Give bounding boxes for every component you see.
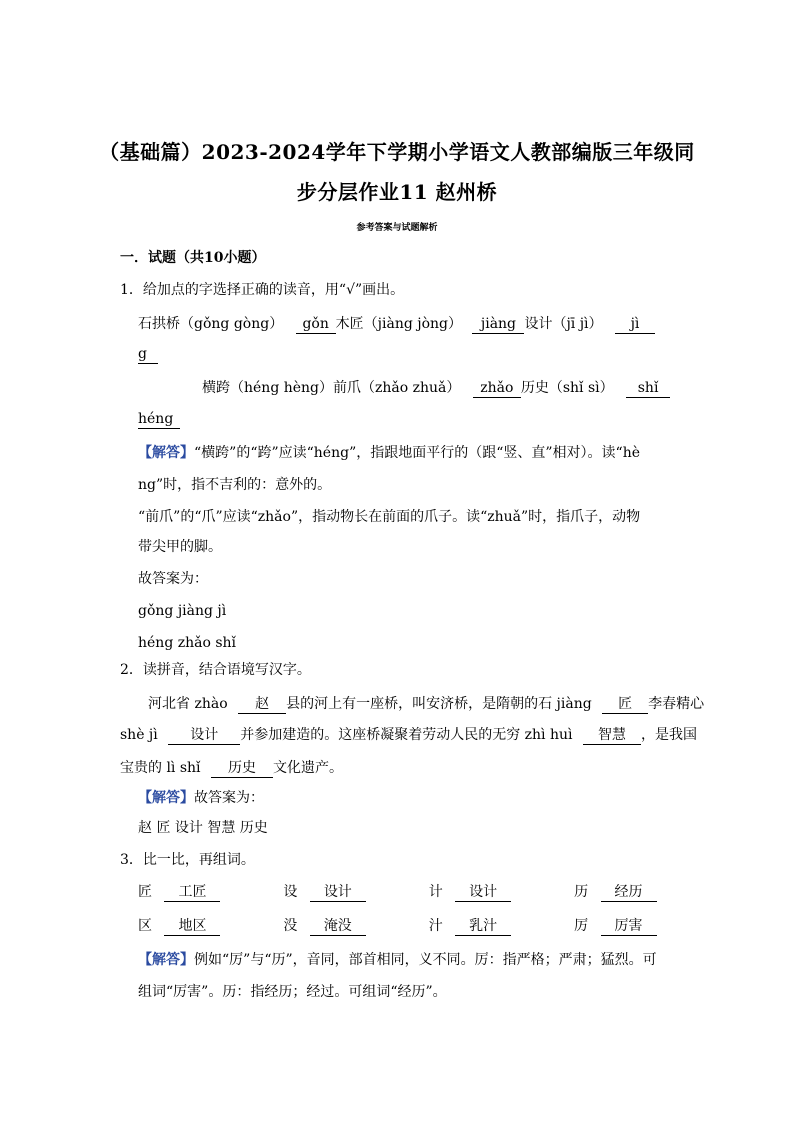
q1-analysis-line-4: 带尖甲的脚。 (138, 539, 222, 555)
q3-answer: 设计 (310, 884, 366, 902)
q2-analysis-line (138, 788, 264, 808)
document-title-line-1: （基础篇）2023-2024学年下学期小学语文人教部编版三年级同 (99, 140, 695, 164)
q2-answer-5: 历史 (211, 760, 273, 778)
q1-word-2: 木匠（jiàng jòng） (335, 316, 462, 332)
q2-paragraph-line-2 (120, 725, 697, 745)
document-subtitle: 参考答案与试题解析 (356, 223, 438, 233)
q1-analysis-line-3: “前爪”的“爪”应读“zhǎo”，指动物长在前面的爪子。读“zhuǎ”时，指爪子，动物 (138, 509, 641, 525)
q3-answer: 经历 (601, 884, 657, 902)
q3-char: 匠 (138, 884, 152, 900)
q2-answer-3: 设计 (168, 727, 240, 745)
q3-char: 汁 (428, 918, 443, 934)
q3-analysis-line-1 (138, 950, 657, 970)
q3-answer: 工匠 (164, 884, 220, 902)
q1-analysis-line-2: ng”时，指不吉利的：意外的。 (138, 477, 332, 493)
q3-row-1 (138, 882, 657, 902)
q2-answer-line: 赵 匠 设计 智慧 历史 (138, 820, 268, 836)
q2-answer-2: 匠 (602, 696, 648, 714)
q2-text-7: 宝贵的 lì shǐ (120, 760, 201, 776)
q3-answer: 地区 (164, 918, 220, 936)
q1-answer-line-1: gǒng jiàng jì (138, 603, 227, 619)
q3-answer: 设计 (455, 884, 511, 902)
q2-text-6: ，是我国 (640, 727, 697, 743)
q1-stem: 1．给加点的字选择正确的读音，用“√”画出。 (120, 282, 405, 298)
q1-answer-2: jiàng (472, 316, 524, 334)
q2-text-8: 文化遗产。 (273, 760, 343, 776)
q2-text-4: shè jì (120, 727, 158, 743)
q3-analysis-tag: 【解答】 (138, 952, 194, 968)
q3-char: 计 (428, 884, 443, 900)
q1-row-1-cont-wrap (138, 344, 158, 364)
q1-analysis-tag: 【解答】 (138, 445, 194, 461)
q3-char: 没 (283, 918, 298, 934)
q2-analysis-text: 故答案为： (194, 790, 264, 806)
q3-answer: 厉害 (601, 918, 657, 936)
q1-row-1-continuation: g (138, 346, 158, 364)
q2-answer-1: 赵 (238, 696, 286, 714)
q1-answer-4: zhǎo (473, 380, 521, 398)
q1-word-4: 横跨（héng hèng）前爪（zhǎo zhuǎ） (202, 380, 461, 396)
q2-text-1: 河北省 zhào (148, 696, 228, 712)
q2-text-5: 并参加建造的。这座桥凝聚着劳动人民的无穷 zhì huì (240, 727, 573, 743)
q2-stem: 2．读拼音，结合语境写汉字。 (120, 662, 311, 678)
q1-analysis-line-1 (138, 443, 640, 463)
q3-analysis-line-2: 组词“厉害”。历：指经历；经过。可组词“经历”。 (138, 984, 447, 1000)
q3-answer: 淹没 (310, 918, 366, 936)
q2-paragraph-line-3 (120, 758, 343, 778)
q3-analysis-text-1: 例如“厉”与“历”，音同，部首相同，义不同。厉：指严格；严肃；猛烈。可 (194, 952, 657, 968)
q1-analysis-text-1: “横跨”的“跨”应读“héng”，指跟地面平行的（跟“竖、直”相对）。读“hè (194, 445, 640, 461)
q3-answer: 乳汁 (455, 918, 511, 936)
q1-answer-label: 故答案为： (138, 571, 208, 587)
q2-text-2: 县的河上有一座桥，叫安济桥，是隋朝的石 jiàng (286, 696, 592, 712)
q1-row-2-cont-wrap (138, 409, 180, 429)
section-heading: 一．试题（共10小题） (120, 250, 266, 266)
q1-answer-line-2: héng zhǎo shǐ (138, 635, 237, 651)
q2-paragraph-line-1 (148, 694, 704, 714)
q2-text-3: 李春精心 (648, 696, 705, 712)
q1-answer-3: jì (615, 316, 655, 334)
q1-word-1: 石拱桥（gǒng gòng） (138, 316, 284, 332)
q2-answer-4: 智慧 (583, 727, 641, 745)
q1-answer-1: gǒn (296, 316, 336, 334)
q3-row-2 (138, 916, 657, 936)
q1-word-3: 设计（jī jì） (524, 316, 603, 332)
q3-char: 设 (283, 884, 298, 900)
q1-word-5: 历史（shǐ sì） (520, 380, 614, 396)
q1-answer-5: shǐ (626, 380, 670, 398)
q1-row-2-continuation: héng (138, 411, 180, 429)
q1-row-1 (138, 314, 655, 334)
q2-analysis-tag: 【解答】 (138, 790, 194, 806)
q3-char: 区 (138, 918, 152, 934)
q3-stem: 3．比一比，再组词。 (120, 852, 255, 868)
q1-row-2 (202, 378, 670, 398)
q3-char: 历 (574, 884, 589, 900)
document-title-line-2: 步分层作业11 赵州桥 (296, 180, 498, 204)
q3-char: 厉 (574, 918, 589, 934)
